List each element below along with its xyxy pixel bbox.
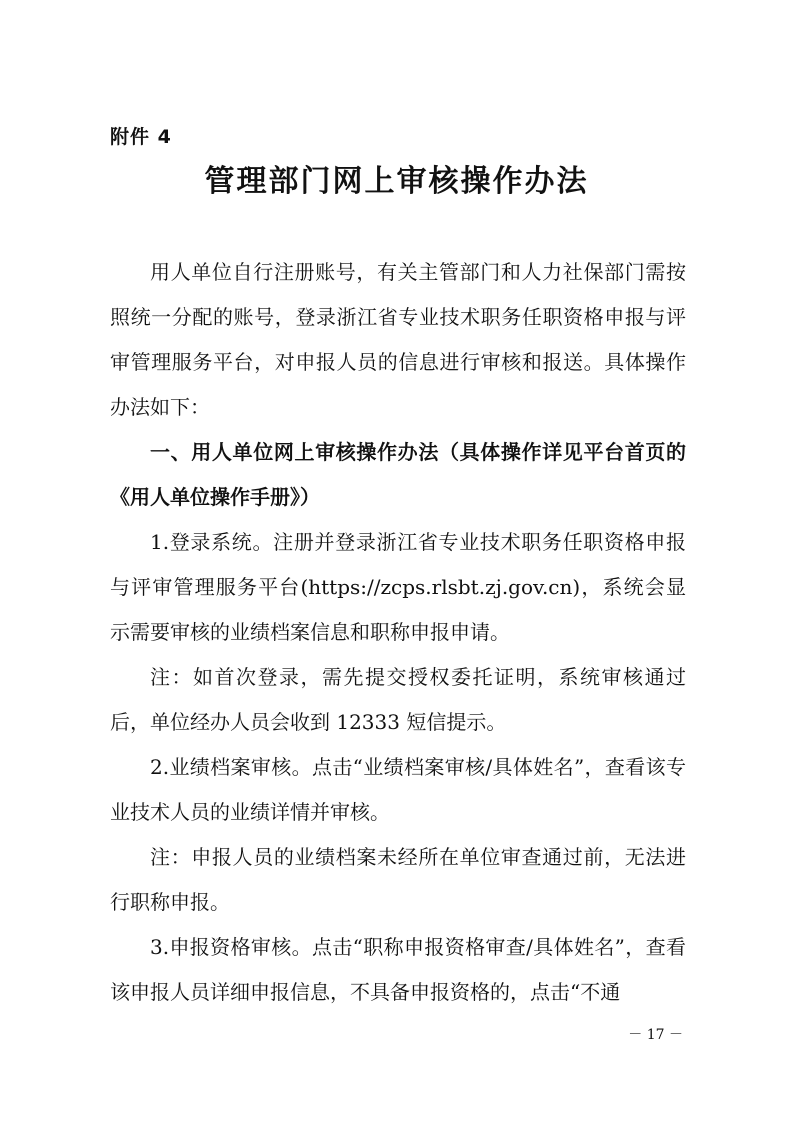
attachment-label: 附件 4 [110, 126, 172, 148]
section-heading-1: 一、用人单位网上审核操作办法（具体操作详见平台首页的《用人单位操作手册》） [110, 440, 686, 509]
step-2-paragraph: 2.业绩档案审核。点击“业绩档案审核/具体姓名”，查看该专业技术人员的业绩详情并审核。 [110, 755, 686, 824]
intro-paragraph: 用人单位自行注册账号，有关主管部门和人力社保部门需按照统一分配的账号，登录浙江省专业技术职务任职资格申报与评审管理服务平台，对申报人员的信息进行审核和报送。具体操作办法如下： [110, 260, 686, 419]
page-number: － 17 － [628, 1027, 683, 1043]
step-1-paragraph: 1.登录系统。注册并登录浙江省专业技术职务任职资格申报与评审管理服务平台(https://zcps.rlsbt.zj.gov.cn)，系统会显示需要审核的业绩档案信息和职称申报申请。 [110, 530, 686, 644]
document-title: 管理部门网上审核操作办法 [204, 164, 589, 199]
note-2-paragraph: 注：申报人员的业绩档案未经所在单位审查通过前，无法进行职称申报。 [110, 845, 686, 914]
step-3-paragraph: 3.申报资格审核。点击“职称申报资格审查/具体姓名”，查看该申报人员详细申报信息，不具备申报资格的，点击“不通 [110, 935, 686, 1004]
document-body [110, 250, 686, 1015]
note-1-paragraph: 注：如首次登录，需先提交授权委托证明，系统审核通过后，单位经办人员会收到 12333 短信提示。 [110, 665, 686, 734]
